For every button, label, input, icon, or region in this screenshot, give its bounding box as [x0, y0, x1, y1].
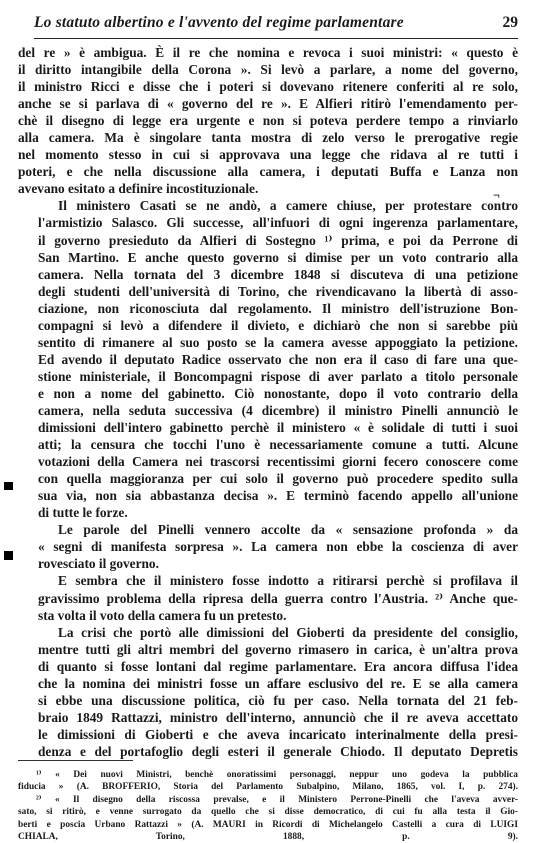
- text-line: Il ministero Casati se ne andò, a camere chiuse, per protestare contro: [58, 198, 518, 214]
- text-line: gravissimo problema della ripresa della guerra contro l'Austria. ²⁾ Anche que-: [38, 590, 518, 606]
- text-line: « segni di manifesta sorpresa ». La camera non ebbe la coscienza di aver: [38, 539, 518, 555]
- footnote-line: ¹⁾ « Dei nuovi Ministri, benchè onoratissimi personaggi, neppur uno godeva la pubblica: [36, 770, 518, 780]
- text-line: La crisi che portò alle dimissioni del Gioberti da presidente del consiglio,: [58, 624, 518, 640]
- footnote-1: [18, 769, 518, 794]
- text-line: del re » è ambigua. È il re che nomina e revoca i suoi ministri: « questo è: [18, 45, 518, 60]
- text-line: sentito di rimanere al suo posto se la camera avesse appoggiato la petizione.: [38, 334, 518, 350]
- running-title: Lo statuto albertino e l'avvento del regime parlamentare: [34, 14, 404, 31]
- footnotes: [18, 769, 518, 843]
- footnote-line: CHIALA, Torino, 1888, p. 9).: [18, 832, 518, 843]
- text-line: il ministro Ricci e disse che i poteri si dovevano ritenere conferiti al re solo,: [18, 79, 518, 95]
- text-line: le dimissioni di Gioberti e che aveva incaricato interinalmente della presi-: [38, 726, 518, 742]
- paragraph-2: [18, 197, 518, 521]
- margin-marker: [4, 482, 13, 490]
- text-line: dimissioni dell'intero gabinetto perchè il ministero « è solidale di tutti i suoi: [38, 420, 518, 436]
- text-line: e non a nome del gabinetto. Ciò nonostante, dopo il voto contrario della: [38, 385, 518, 401]
- text-line: anche se si parlava di « governo del re ». E Alfieri ritirò l'emendamento per-: [18, 96, 518, 112]
- text-line: Ed avendo il deputato Radice osservato che non era il caso di fare una que-: [38, 351, 518, 367]
- proof-mark-icon: ¬: [493, 188, 500, 202]
- footnote-2: [18, 794, 518, 843]
- text-line: di quanto si fosse lontani dal regime parlamentare. Era ancora diffusa l'idea: [38, 658, 518, 674]
- text-line: il governo presieduto da Alfieri di Sostegno ¹⁾ prima, e poi da Perrone di: [38, 232, 518, 248]
- text-line: sua via, non sia abbastanza decisa ». E terminò facendo appello all'unione: [38, 488, 518, 504]
- text-line: poteri, e che nella discussione alla camera, i deputati Buffa e Lanza non: [18, 164, 518, 180]
- header-rule: [34, 38, 518, 39]
- text-line: degli studenti dell'università di Torino, che rivendicavano la libertà di asso-: [38, 283, 518, 299]
- page-number: 29: [502, 14, 518, 31]
- text-line: San Martino. E anche questo governo si dimise per un voto contrario alla: [38, 249, 518, 265]
- text-line: si ebbe una discussione politica, ciò fu per caso. Nella tornata del 21 feb-: [38, 692, 518, 708]
- text-line: l'armistizio Salasco. Gli successe, all'infuori di ogni ingerenza parlamentare,: [38, 215, 518, 231]
- footnote-line: ²⁾ « Il disegno della riscossa prevalse, e il Ministero Perrone-Pinelli che l'aveva avver-: [36, 794, 518, 805]
- footnote-rule: [18, 760, 133, 761]
- text-line: alla camera. Ma è singolare tanta mostra di zelo verso le prerogative regie: [18, 130, 518, 146]
- paragraph-3: [18, 521, 518, 572]
- paragraph-1: [18, 44, 518, 197]
- text-line: E sembra che il ministero fosse indotto a ritirarsi perchè si profilava il: [58, 573, 518, 589]
- text-line: Le parole del Pinelli vennero accolte da « sensazione profonda » da: [58, 522, 518, 538]
- text-line: stione ministeriale, il Boncompagni rispose di aver parlato a titolo personale: [38, 368, 518, 384]
- text-line: braio 1849 Rattazzi, ministro dell'interno, annunciò che il re aveva accettato: [38, 709, 518, 725]
- text-line: di tutte le forze.: [38, 505, 128, 521]
- text-line: sta volta il voto della camera fu un pretesto.: [38, 607, 287, 623]
- text-line: camera, nella seduta successiva (4 dicembre) il ministro Pinelli annunciò le: [38, 402, 518, 418]
- footnote-line: fiducia » (A. BROFFERIO, Storia del Parlamento Subalpino, Milano, 1865, vol. I, p. 274).: [18, 782, 518, 793]
- text-line: chè il disegno di legge era urgente e non si poteva perdere tempo a rinviarlo: [18, 113, 518, 129]
- text-line: ciazione, non riconosciuta dal regolamento. Il ministro dell'istruzione Bon-: [38, 300, 518, 316]
- footnote-line: sato, si ritirò, e venne surrogato da quello che si disse democratico, di cui fu alla testa il Gio-: [18, 807, 518, 818]
- paragraph-5: [18, 624, 518, 760]
- text-line: con quella maggioranza per cui solo il governo può procedere spedito sulla: [38, 471, 518, 487]
- text-line: avevano esitato a definire incostituzionale.: [18, 181, 259, 197]
- text-line: rovesciato il governo.: [38, 556, 159, 572]
- running-header: [34, 14, 518, 36]
- text-line: nel momento stesso in cui si approvava una legge che ridava al re tutti i: [18, 147, 518, 163]
- text-line: il diritto intangibile della Corona ». Si levò a parlare, a nome del governo,: [18, 62, 518, 78]
- margin-marker: [4, 551, 13, 560]
- text-line: camera. Nella tornata del 3 dicembre 1848 si discuteva di una petizione: [38, 266, 518, 282]
- text-line: mentre tutti gli altri membri del governo rimasero in carica, è un'altra prova: [38, 641, 518, 657]
- footnote-line: berti e poscia Urbano Rattazzi » (A. MAURI in Ricordi di Michelangelo Castelli a cura di LUIGI: [18, 819, 518, 830]
- text-line: denza e del portafoglio degli esteri il generale Chiodo. Il deputato Depretis: [38, 743, 518, 759]
- text-line: compagni si levò a difendere il divieto, e dichiarò che non si sarebbe più: [38, 317, 518, 333]
- text-line: atti; la censura che tocchi l'uno è necessariamente comune a tutti. Alcune: [38, 437, 518, 453]
- text-line: che la nomina dei ministri fosse un affare esclusivo del re. E se alla camera: [38, 675, 518, 691]
- main-text: [18, 44, 518, 760]
- paragraph-4: [18, 572, 518, 623]
- text-line: votazioni della Camera nei trascorsi recentissimi giorni fecero conoscere come: [38, 454, 518, 470]
